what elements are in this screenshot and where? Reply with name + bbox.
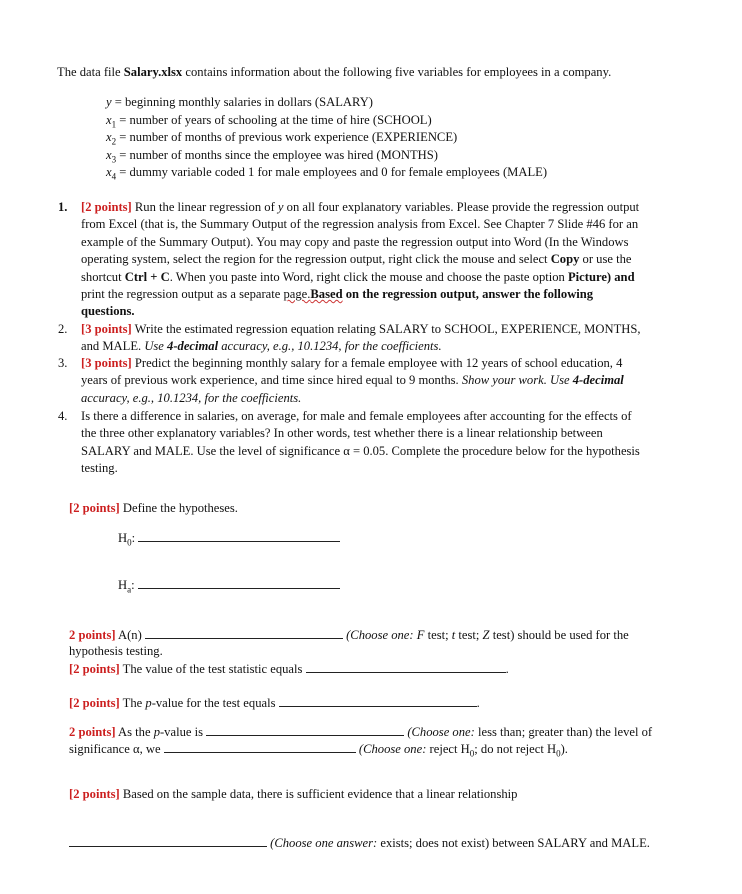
q3-number: 3. bbox=[58, 356, 68, 370]
conclusion-row: [2 points] Based on the sample data, there is sufficient evidence that a linear relationship bbox=[69, 787, 518, 801]
p-value-blank[interactable] bbox=[279, 694, 477, 707]
null-hypothesis-blank[interactable] bbox=[138, 529, 340, 542]
conclusion-answer-row: (Choose one answer: exists; does not exist) between SALARY and MALE. bbox=[69, 834, 650, 852]
variable-y: y = beginning monthly salaries in dollars (SALARY) bbox=[106, 95, 373, 109]
alt-hypothesis-row: $H_a$: bbox=[118, 576, 340, 599]
q2-text: [3 points] Write the estimated regression equation relating SALARY to SCHOOL, EXPERIENCE, MONTHS, and MALE. Use 4-decimal accuracy, e.g., 10.1234, for the coefficients. bbox=[81, 322, 641, 354]
variable-x3: $x_3$ = number of months since the employee was hired (MONTHS) bbox=[106, 148, 438, 165]
p-value-row: [2 points] The p-value for the test equals . bbox=[69, 696, 480, 710]
variable-x2: $x_2$ = number of months of previous work experience (EXPERIENCE) bbox=[106, 130, 458, 147]
test-type-row-cont: hypothesis testing. bbox=[69, 644, 163, 658]
conclusion-blank[interactable] bbox=[69, 834, 267, 847]
variable-x4: $x_4$ = dummy variable coded 1 for male employees and 0 for female employees (MALE) bbox=[106, 165, 548, 182]
intro-text: The data file Salary.xlsx contains information about the following five variables for employees in a company. bbox=[57, 65, 612, 79]
null-hypothesis-row: $H_0$: bbox=[118, 529, 340, 552]
alt-hypothesis-blank[interactable] bbox=[138, 576, 340, 589]
test-type-blank[interactable] bbox=[145, 626, 343, 639]
q2-number: 2. bbox=[58, 322, 68, 336]
file-name: Salary.xlsx bbox=[123, 65, 183, 79]
comparison-row: 2 points] As the p-value is (Choose one: less than; greater than) the level of bbox=[69, 725, 653, 739]
q4-number: 4. bbox=[58, 409, 68, 423]
decision-row: significance α, we (Choose one: reject $H_0$; do not reject $H_0$). bbox=[69, 742, 568, 759]
decision-blank[interactable] bbox=[164, 740, 356, 753]
test-statistic-blank[interactable] bbox=[306, 660, 506, 673]
comparison-blank[interactable] bbox=[206, 723, 404, 736]
test-type-row: 2 points] A(n) (Choose one: F test; t test; Z test) should be used for the bbox=[69, 628, 629, 642]
hypotheses-prompt: [2 points] Define the hypotheses. bbox=[69, 501, 238, 515]
variable-x1: $x_1$ = number of years of schooling at the time of hire (SCHOOL) bbox=[106, 113, 432, 130]
q1-number: 1. bbox=[58, 200, 68, 214]
q3-text: [3 points] Predict the beginning monthly salary for a female employee with 12 years of school education, 4 years of previous work experience, and time since hired equal to 9 months. Show your work. Use 4-decimal accuracy, e.g., 10.1234, for the coefficients. bbox=[81, 356, 624, 405]
q1-text: [2 points] Run the linear regression of y on all four explanatory variables. Please provide the regression output from Excel (that is, the Summary Output of the regression analysis from Excel. See Chapter 7 Slide #46 for an example of the Summary Output). You may copy and paste the regression output into Word (In the Windows operating system, select the region for the regression output, right click the mouse and select Copy or use the shortcut Ctrl + C. When you paste into Word, right click the mouse and choose the paste option Picture) and print the regression output as a separate page.Based on the regression output, answer the following questions. bbox=[81, 200, 640, 319]
test-statistic-row: [2 points] The value of the test statistic equals . bbox=[69, 662, 509, 676]
q4-text: Is there a difference in salaries, on average, for male and female employees after accounting for the effects of the three other explanatory variables? In other words, test whether there is a linear relationship between SALARY and MALE. Use the level of significance α = 0.05. Complete the procedure below for the hypothesis testing. bbox=[81, 409, 640, 476]
